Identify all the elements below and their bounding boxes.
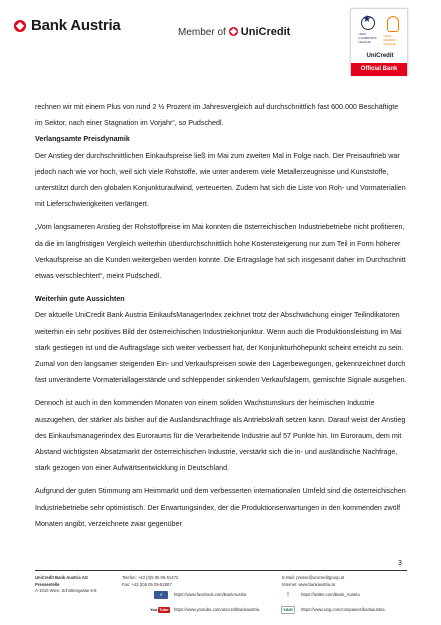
paragraph-gap bbox=[35, 388, 407, 395]
footer-fax: Fax: +43 (0)5 05 05-52807 bbox=[122, 581, 172, 587]
footer-dept: Pressestelle bbox=[35, 581, 60, 587]
brand-name: Bank Austria bbox=[31, 17, 121, 34]
press-release-body bbox=[35, 99, 407, 532]
body-paragraph: Dennoch ist auch in den kommenden Monaten von einem soliden Wachstumskurs der heimischen Industrie auszugehen, der stärker als bisher auf die Auslandsnachfrage als Antriebskraft setzen kann. Darauf weist der Anstieg des Einkaufsmanagerindex des Euroraums für die Verarbeitende Industrie auf 57 Punkte hin. Im Euroraum, dem mit Abstand wichtigsten Absatzmarkt der österreichischen Industrie, verstärkt sich die in- und ausländische Nachfrage, stark gezogen von einer Aufwärtsentwicklung in Deutschland. bbox=[35, 399, 406, 473]
youtube-link[interactable] bbox=[150, 606, 259, 614]
body-paragraph: Der Anstieg der durchschnittlichen Einkaufspreise ließ im Mai zum zweiten Mal in Folge nach. Der Preisauftrieb war jedoch nach wie vor hoch, weil sich viele Rohstoffe, wie unter anderem viele Metallerzeugnisse und Kunststoffe, unterstützt durch den globalen Konjunkturaufwind, verteuerten. Zudem hat sich die Liste von Roh- und Vormaterialien mit Lieferschwierigkeiten verlängert. bbox=[35, 151, 406, 209]
section-heading: Weiterhin gute Aussichten bbox=[35, 295, 125, 304]
footer-divider bbox=[35, 570, 407, 571]
body-paragraph: Der aktuelle UniCredit Bank Austria EinkaufsManagerIndex zeichnet trotz der Abschwächung einiger Teilindikatoren weiterhin ein sehr positives Bild der österreichischen Industriekonjunktur. Wenn auch die Produktionsleistung im Mai stark gestiegen ist und die Auftragslage sich weiter verbessert hat, der Konjunkturhöhepunkt scheint erreicht zu sein. Zumal von den langsamer steigenden Ein- und Verkaufspreisen sowie den Lagerbewegungen, gekennzeichnet durch fast unveränderte Vormateriallagerstände und schleppender sinkenden Verkaufslagern, gemischte Signale ausgehen. bbox=[35, 311, 407, 385]
member-of-unicredit bbox=[178, 26, 290, 38]
body-paragraph: Aufgrund der guten Stimmung am Heimmarkt und dem verbesserten internationalen Umfeld sind die österreichischen Industriebetriebe sehr optimistisch. Der Erwartungsindex, der die Produktionserwartungen in den kommenden zwölf Monaten angibt, verzeichnete zwar gegenüber bbox=[35, 487, 406, 528]
badge-ribbon: Official Bank bbox=[351, 63, 407, 76]
footer bbox=[0, 575, 441, 625]
paragraph-gap bbox=[35, 284, 407, 291]
official-bank-badge bbox=[350, 8, 408, 76]
badge-brand: UniCredit bbox=[366, 53, 394, 59]
europa-league-logo-icon: UEFA EUROPA LEAGUE bbox=[384, 16, 402, 46]
youtube-url[interactable]: https://www.youtube.com/unicreditbankaustria bbox=[174, 606, 260, 612]
footer-email[interactable]: E-Mail: presse@unicreditgroup.at bbox=[282, 575, 345, 580]
xing-icon: XING bbox=[281, 606, 295, 614]
footer-internet[interactable]: Internet: www.bankaustria.at bbox=[282, 581, 335, 587]
unicredit-logo-icon bbox=[14, 20, 28, 32]
trophies bbox=[355, 13, 405, 49]
facebook-link[interactable] bbox=[154, 591, 246, 599]
footer-address bbox=[35, 575, 96, 595]
footer-phone: Telefon: +43 (0)5 05 05-51472 bbox=[122, 575, 179, 580]
body-paragraph: „Vom langsameren Anstieg der Rohstoffpreise im Mai konnten die österreichischen Industriebetriebe nicht profitieren, da die im langfristigen Vergleich weiterhin überdurchschnittlich hohe Kostensteigerung nur zum Teil in Form höherer Verkaufspreise an die Kunden weitergeben werden konnte. Die Ertragslage hat sich insgesamt daher im Durchschnitt etwas verschlechtert“, meint Pudschedl. bbox=[35, 223, 406, 281]
xing-link[interactable] bbox=[281, 606, 385, 614]
champions-league-logo-icon: ★ UEFA CHAMPIONS LEAGUE bbox=[359, 16, 377, 46]
xing-url[interactable]: https://www.xing.com/companies/bankaustria bbox=[301, 606, 385, 612]
member-prefix: Member of bbox=[178, 26, 226, 38]
twitter-link[interactable] bbox=[281, 591, 360, 599]
member-brand: UniCredit bbox=[240, 26, 291, 38]
youtube-icon: You Tube bbox=[150, 606, 168, 614]
body-paragraph: rechnen wir mit einem Plus von rund 2 ½ Prozent im Jahresvergleich auf durchschnittlich fast 600.000 Beschäftigte im Sektor, nach einer Stagnation im Vorjahr“, so Pudschedl. bbox=[35, 103, 399, 128]
facebook-icon: f bbox=[154, 591, 168, 599]
footer-phone-fax bbox=[122, 575, 178, 588]
footer-contact bbox=[282, 575, 344, 588]
page-number: 3 bbox=[398, 560, 402, 567]
unicredit-mark-icon bbox=[229, 27, 239, 37]
twitter-url[interactable]: https://twitter.com/Bank_Austria bbox=[301, 591, 360, 597]
letterhead bbox=[0, 0, 441, 80]
paragraph-gap bbox=[35, 212, 407, 219]
twitter-icon: t bbox=[281, 591, 295, 599]
section-heading: Verlangsamte Preisdynamik bbox=[35, 135, 130, 144]
bank-austria-logo bbox=[14, 17, 121, 34]
footer-company: UniCredit Bank Austria AG bbox=[35, 575, 88, 580]
footer-street: A-1010 Wien, Schottengasse 6-8 bbox=[35, 588, 97, 593]
paragraph-gap bbox=[35, 476, 407, 483]
facebook-url[interactable]: https://www.facebook.com/BankAustria bbox=[174, 591, 247, 597]
